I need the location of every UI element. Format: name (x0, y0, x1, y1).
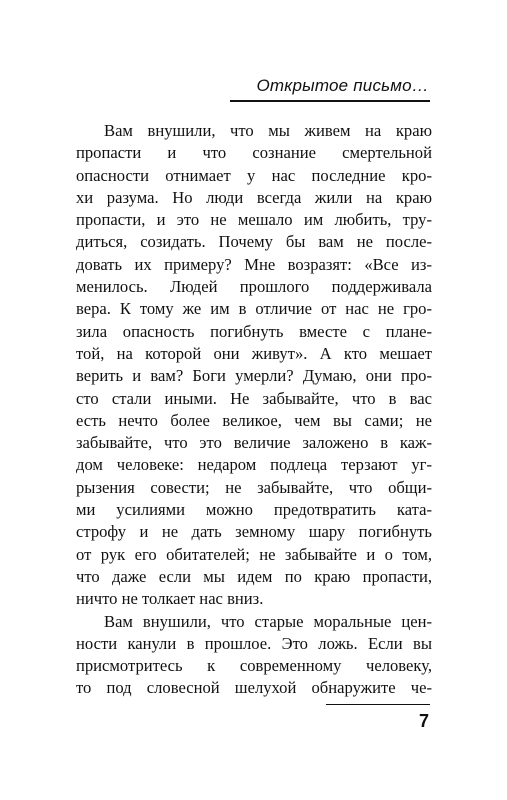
text-line: то под словесной шелухой обнаружите че- (76, 678, 432, 698)
text-line: Вам внушили, что мы живем на краю (104, 121, 432, 140)
text-line: вера. К тому же им в отличие от нас не гро- (76, 299, 432, 319)
text-line: пропасти и что сознание смертельной (76, 143, 432, 163)
text-line: забывайте, что это величие заложено в каж- (76, 433, 432, 453)
text-line: рызения совести; не забывайте, что общи- (76, 477, 432, 497)
text-line: от рук его обитателей; не забывайте и о том, (76, 544, 432, 564)
text-line: дом человеке: недаром подлеца терзают уг- (76, 455, 432, 475)
text-line: верить и вам? Боги умерли? Думаю, они про- (76, 366, 432, 386)
text-line: довать их примеру? Мне возразят: «Все из- (76, 254, 432, 274)
paragraph-1 (76, 120, 432, 611)
text-line: строфу и не дать земному шару погибнуть (76, 522, 432, 542)
header-rule (230, 100, 430, 102)
body-text (76, 120, 432, 700)
text-line: ности канули в прошлое. Это ложь. Если вы (76, 633, 432, 653)
text-line: ничто не толкает нас вниз. (76, 589, 264, 609)
text-line: той, на которой они живут». А кто мешает (76, 343, 432, 363)
text-line: менилось. Людей прошлого поддерживала (76, 277, 432, 297)
text-line: есть нечто более великое, чем вы сами; не (76, 410, 432, 430)
text-line: диться, созидать. Почему бы вам не после- (76, 232, 432, 252)
footer-rule (326, 704, 430, 705)
paragraph-2 (76, 611, 432, 700)
text-line: хи разума. Но люди всегда жили на краю (76, 187, 432, 207)
text-line: что даже если мы идем по краю пропасти, (76, 566, 432, 586)
text-line: пропасти, и это не мешало им любить, тру- (76, 210, 432, 230)
text-line: ми усилиями можно предотвратить ката- (76, 500, 432, 520)
text-line: Вам внушили, что старые моральные цен- (104, 611, 432, 631)
text-line: опасности отнимает у нас последние кро- (76, 165, 432, 185)
text-line: присмотритесь к современному человеку, (76, 656, 432, 676)
text-line: зила опасность погибнуть вместе с плане- (76, 321, 432, 341)
running-head: Открытое письмо… (256, 76, 429, 95)
text-line: сто стали иными. Не забывайте, что в вас (76, 388, 432, 408)
page-number: 7 (418, 711, 429, 731)
